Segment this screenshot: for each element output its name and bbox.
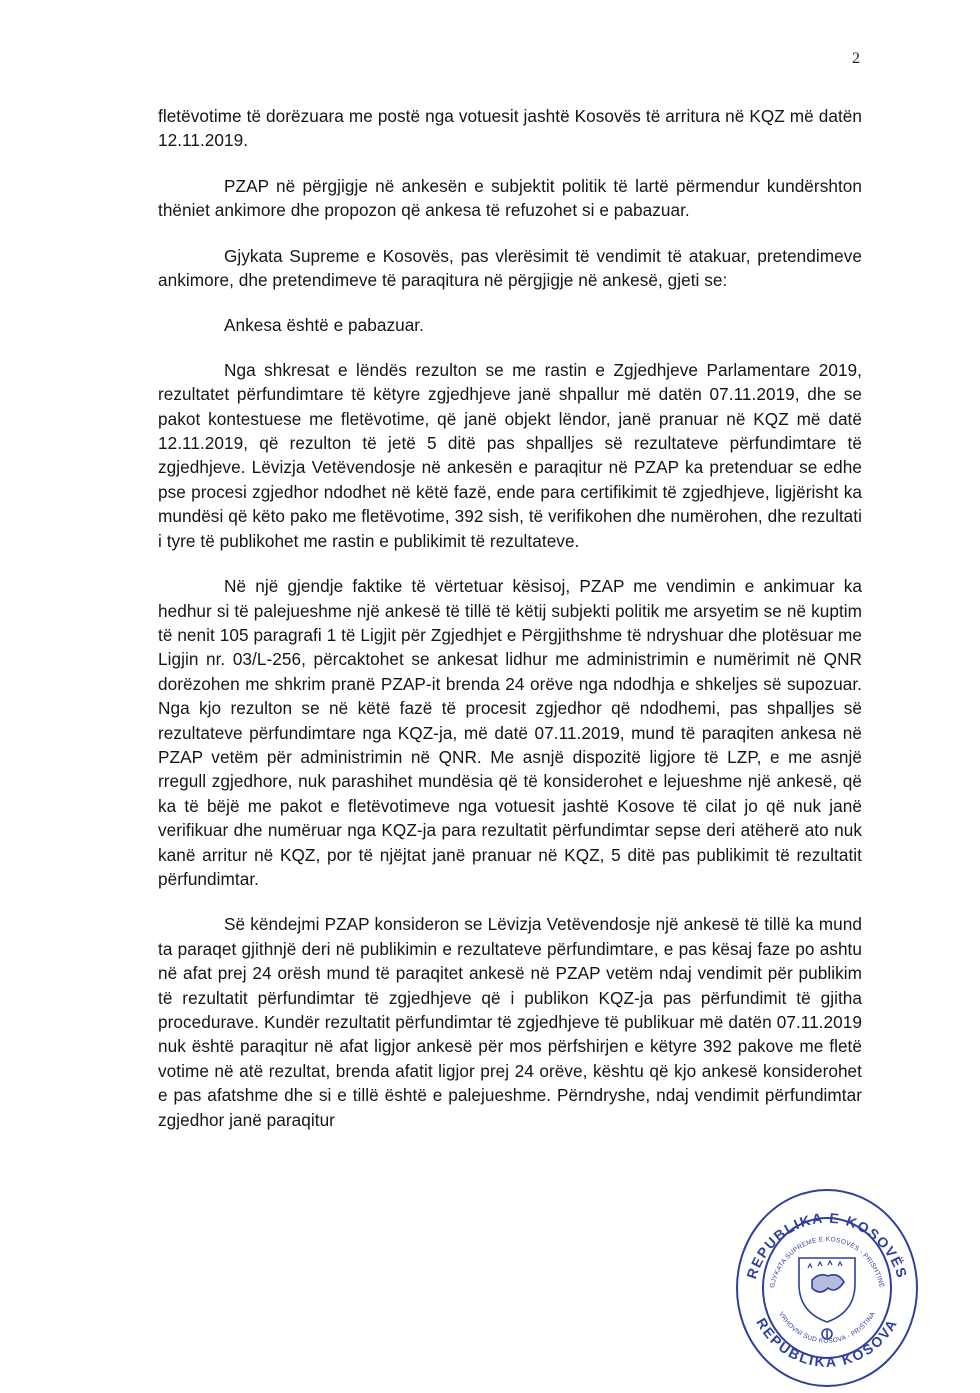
paragraph-court-assessment: Gjykata Supreme e Kosovës, pas vlerësimit të vendimit të atakuar, pretendimeve ankimore, dhe pretendimeve të paraqitura në përgjigje në ankesë, gjeti se: (158, 245, 862, 291)
paragraph-continuation: fletëvotime të dorëzuara me postë nga votuesit jashtë Kosovës të arritura në KQZ më datën 12.11.2019. (158, 106, 862, 151)
paragraph-finding: Ankesa është e pabazuar. (224, 315, 424, 336)
coat-of-arms-icon (799, 1258, 855, 1322)
paragraph-pzap-response: PZAP në përgjigje në ankesën e subjektit politik të lartë përmendur kundërshton thëniet ankimore dhe propozon që ankesa të refuzohet si e pabazuar. (158, 175, 862, 221)
page-number: 2 (852, 50, 860, 67)
document-body (158, 104, 862, 1153)
svg-text:REPUBLIKA E KOSOVËS: REPUBLIKA E KOSOVËS (743, 1209, 911, 1281)
paragraph-pzap-reasoning: Në një gjendje faktike të vërtetuar kësisoj, PZAP me vendimin e ankimuar ka hedhur si të palejueshme një ankesë të tillë të këtij subjekti politik me arsyetim se në kuptim të nenit 105 paragrafi 1 të Ligjit për Zgjedhjet e Përgjithshme të ndryshuar dhe plotësuar me Ligjin nr. 03/L-256, përcaktohet se ankesat lidhur me administrimin e numërimit në QNR dorëzohen me shkrim pranë PZAP-it brenda 24 orëve nga ndodhja e shkeljes së supozuar. Nga kjo rezulton se në këtë fazë të procesit zgjedhor që ndodhemi, pas shpalljes së rezultateve përfundimtare nga KQZ-ja, më datë 07.11.2019, mund të paraqiten ankesa në PZAP vetëm për administrimin në QNR. Me asnjë dispozitë ligjore të LZP, e me asnjë rregull zgjedhore, nuk parashihet mundësia që të konsiderohet e lejueshme një ankesë, që ka të bëjë me pakot e fletëvotimeve nga votuesit jashtë Kosove të cilat jo që nuk janë verifikuar dhe numëruar nga KQZ-ja para rezultatit përfundimtar sepse deri atëherë ato nuk kanë arritur në KQZ, por të njëjtat janë pranuar në KQZ, 5 ditë pas publikimit të rezultatit përfundimtar. (158, 576, 862, 889)
svg-text:REPUBLIKA KOSOVA: REPUBLIKA KOSOVA (753, 1315, 901, 1370)
seal-center-mark-icon (822, 1329, 832, 1339)
court-seal-stamp (732, 1176, 922, 1390)
svg-text:GJYKATA SUPREME E KOSOVËS - PR: GJYKATA SUPREME E KOSOVËS - PRISHTINË (769, 1236, 885, 1289)
paragraph-conclusion: Së këndejmi PZAP konsideron se Lëvizja Vetëvendosje një ankesë të tillë ka mund ta paraqet gjithnjë deri në publikimin e rezultateve përfundimtare, e pas kësaj faze po ashtu në afat prej 24 orësh mund të paraqitet ankesë në PZAP vetëm ndaj vendimit për publikim të rezultatit përfundimtar të zgjedhjeve që i publikon KQZ-ja pas përfundimit të gjitha procedurave. Kundër rezultatit përfundimtar të zgjedhjeve të publikuar më datën 07.11.2019 nuk është paraqitur në afat ligjor ankesë për mos përfshirjen e këtyre 392 pakove me fletë votime në atë rezultat, brenda afatit ligjor prej 24 orëve, kështu që kjo ankesë konsiderohet e pas afatshme dhe si e tillë është e palejueshme. Përndryshe, ndaj vendimit përfundimtar zgjedhor janë paraqitur (158, 914, 862, 1130)
paragraph-facts: Nga shkresat e lëndës rezulton se me rastin e Zgjedhjeve Parlamentare 2019, rezultatet përfundimtare të këtyre zgjedhjeve janë shpallur më datën 07.11.2019, dhe se pakot kontestuese me fletëvotime, që janë objekt lëndor, janë pranuar në KQZ më datë 12.11.2019, që rezulton të jetë 5 ditë pas shpalljes së rezultateve përfundimtare të zgjedhjeve. Lëvizja Vetëvendosje në ankesën e paraqitur në PZAP ka pretenduar se edhe pse procesi zgjedhor ndodhet në këtë fazë, ende para certifikimit të zgjedhjeve, ligjërisht ka mundësi që këto pako me fletëvotime, 392 sish, të verifikohen dhe numërohen, dhe rezultati i tyre të publikohet me rastin e publikimit të rezultateve. (158, 359, 862, 551)
svg-text:VRHOVNI SUD KOSOVA - PRIŠTINA: VRHOVNI SUD KOSOVA - PRIŠTINA (777, 1310, 877, 1345)
